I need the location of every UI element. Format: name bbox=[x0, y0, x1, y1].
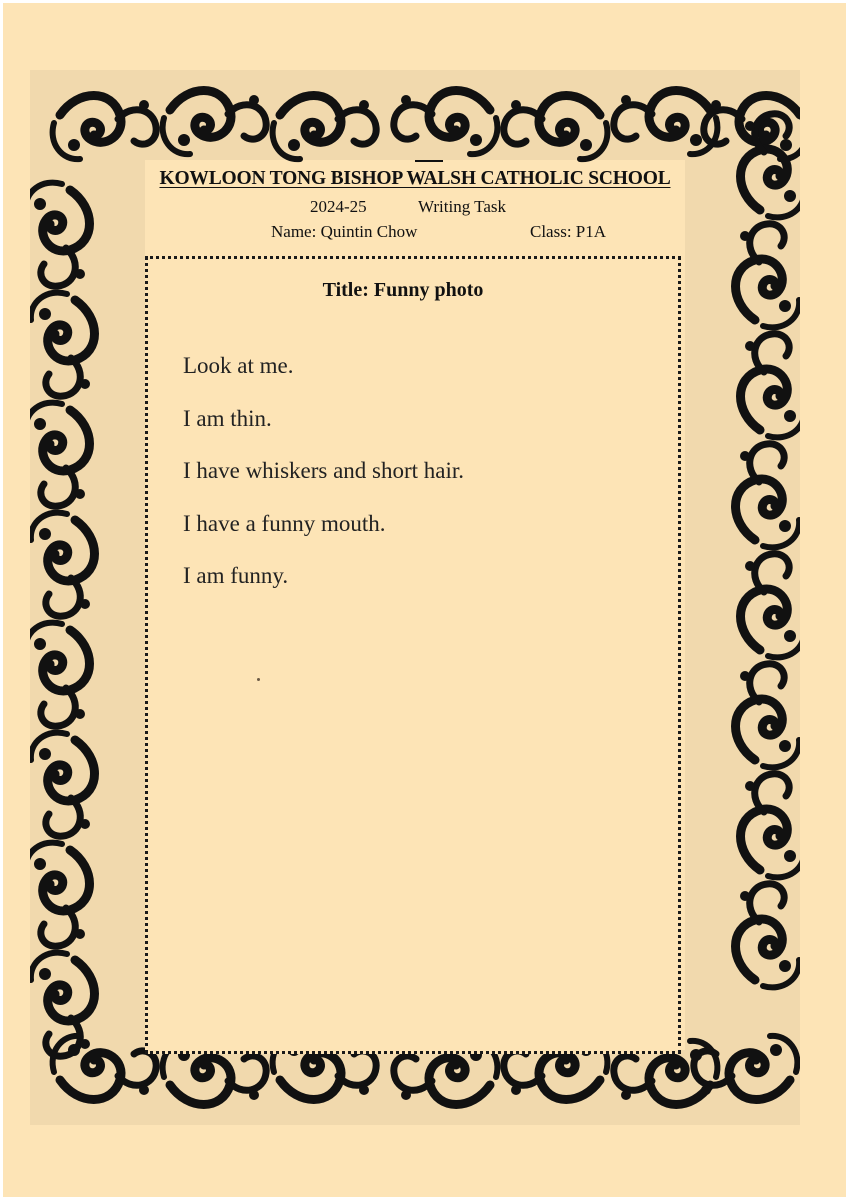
essay-line: I am thin. bbox=[183, 405, 272, 431]
school-name: KOWLOON TONG BISHOP WALSH CATHOLIC SCHOOL bbox=[159, 168, 671, 189]
student-name: Name: Quintin Chow bbox=[271, 222, 418, 241]
paper-speck bbox=[257, 678, 260, 681]
essay-line: Look at me. bbox=[183, 353, 294, 378]
essay-lines bbox=[183, 351, 464, 614]
student-class: Class: P1A bbox=[530, 222, 607, 241]
header-overline bbox=[415, 160, 443, 162]
essay-title: Title: Funny photo bbox=[322, 279, 484, 301]
essay-line: I am funny. bbox=[183, 563, 289, 588]
essay-line: I have whiskers and short hair. bbox=[183, 458, 465, 483]
school-year: 2024-25 bbox=[310, 197, 367, 216]
essay-line: I have a funny mouth. bbox=[183, 510, 386, 536]
task-type: Writing Task bbox=[418, 197, 506, 216]
